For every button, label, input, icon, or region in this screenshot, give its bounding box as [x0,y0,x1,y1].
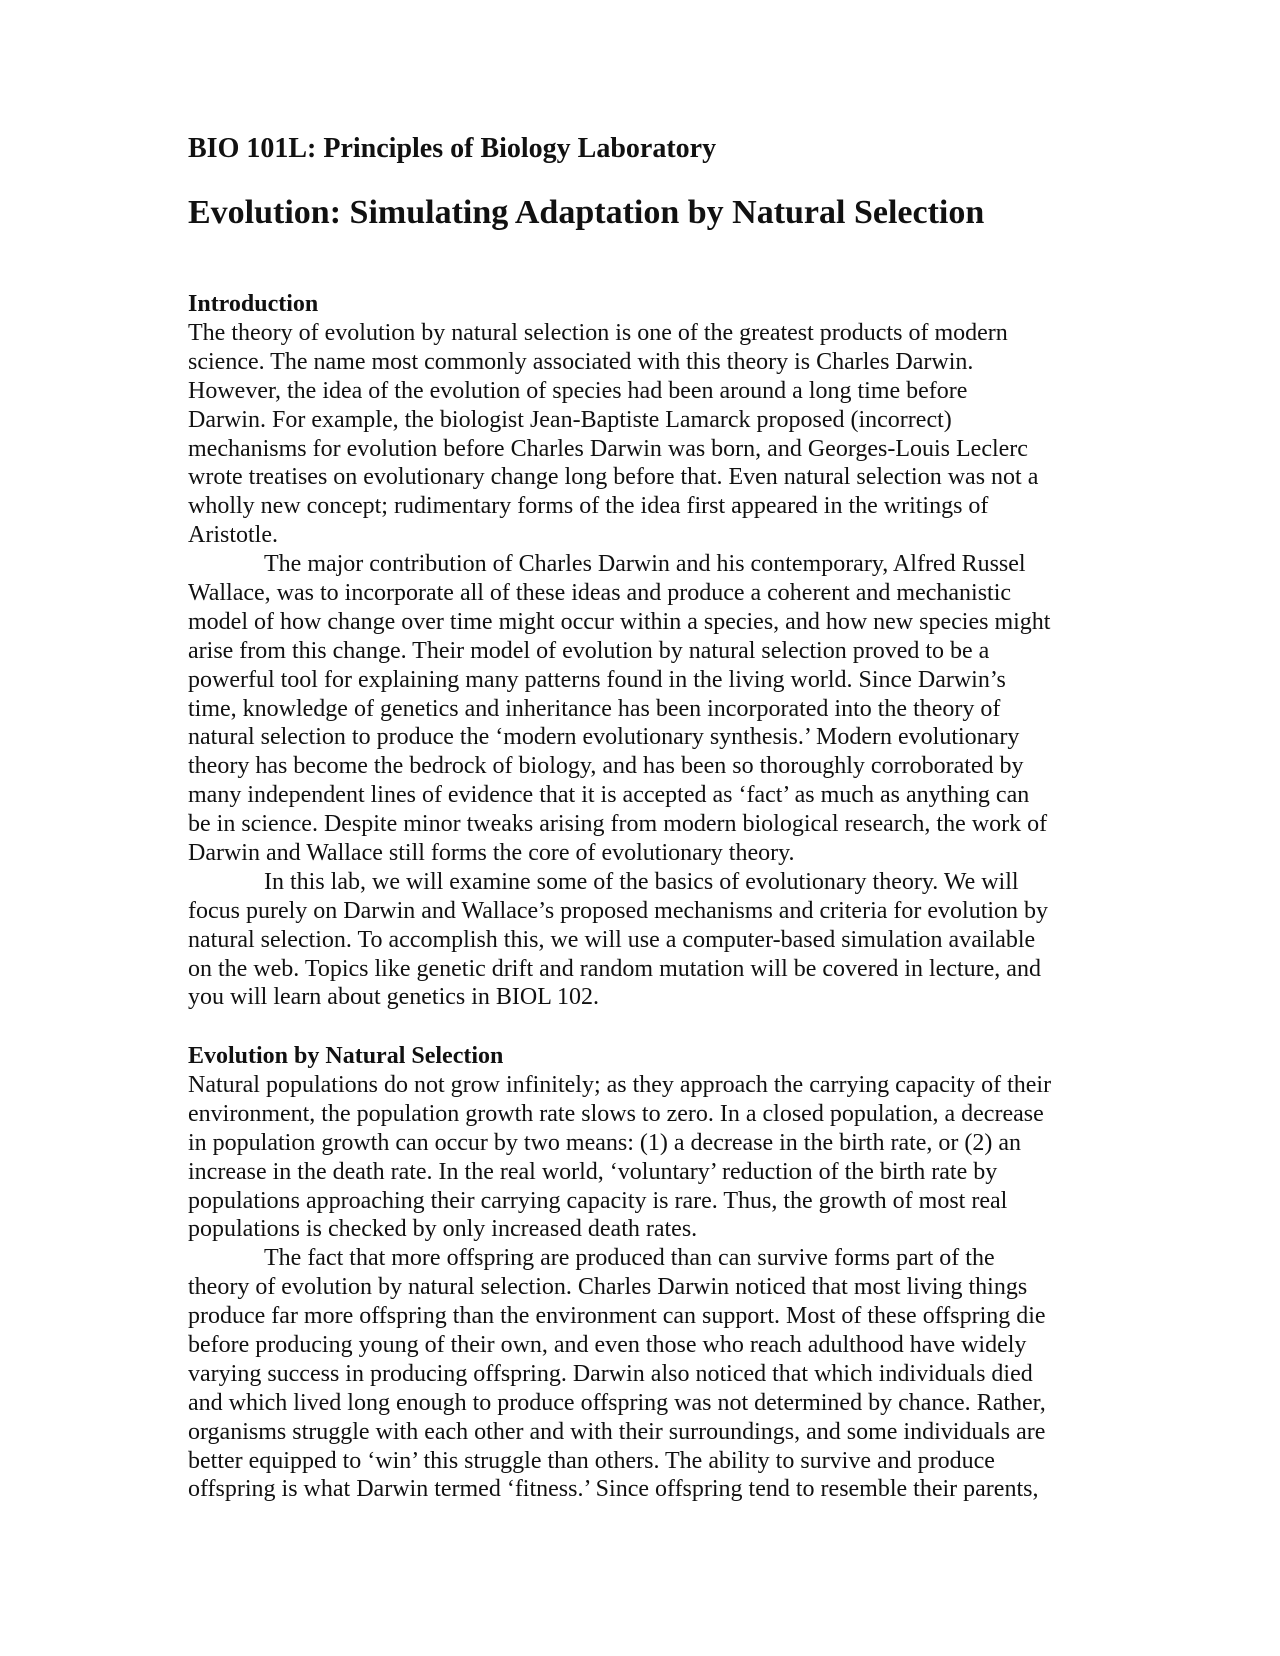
text-line: Wallace, was to incorporate all of these ideas and produce a coherent and mechanistic [188,580,1012,607]
text-line: The fact that more offspring are produced than can survive forms part of the [264,1245,995,1272]
text-line: wholly new concept; rudimentary forms of the idea first appeared in the writings of [188,493,989,520]
text-line: time, knowledge of genetics and inheritance has been incorporated into the theory of [188,695,1001,722]
text-line: The theory of evolution by natural selection is one of the greatest products of modern [188,320,1008,346]
section-heading: Evolution by Natural Selection [188,1043,504,1069]
text-line: arise from this change. Their model of evolution by natural selection proved to be a [188,637,990,664]
text-line: be in science. Despite minor tweaks arising from modern biological research, the work of [188,811,1048,838]
text-line: many independent lines of evidence that it is accepted as ‘fact’ as much as anything can [188,782,1030,809]
text-line: populations is checked by only increased death rates. [188,1216,698,1243]
text-line: environment, the population growth rate slows to zero. In a closed population, a decrease [188,1100,1044,1127]
paragraph [188,1244,1098,1504]
text-line: produce far more offspring than the environment can support. Most of these offspring die [188,1303,1046,1330]
natural-selection-section [188,1042,1098,1504]
text-line: In this lab, we will examine some of the basics of evolutionary theory. We will [264,868,1019,895]
text-line: theory of evolution by natural selection. Charles Darwin noticed that most living things [188,1274,1028,1301]
text-line: before producing young of their own, and even those who reach adulthood have widely [188,1332,1027,1359]
text-line: and which lived long enough to produce offspring was not determined by chance. Rather, [188,1389,1046,1416]
paragraph [188,1071,1098,1244]
text-line: However, the idea of the evolution of species had been around a long time before [188,377,968,404]
text-line: varying success in producing offspring. Darwin also noticed that which individuals died [188,1360,1033,1387]
paragraph [188,550,1098,868]
text-line: in population growth can occur by two means: (1) a decrease in the birth rate, or (2) an [188,1129,1022,1156]
text-line: powerful tool for explaining many patterns found in the living world. Since Darwin’s [188,666,1006,693]
text-line: populations approaching their carrying capacity is rare. Thus, the growth of most real [188,1187,1008,1214]
text-line: focus purely on Darwin and Wallace’s proposed mechanisms and criteria for evolution by [188,897,1049,924]
text-line: offspring is what Darwin termed ‘fitness.’ Since offspring tend to resemble their parents, [188,1476,1039,1503]
paragraph [188,868,1098,1012]
text-line: increase in the death rate. In the real world, ‘voluntary’ reduction of the birth rate by [188,1158,998,1185]
document-title: Evolution: Simulating Adaptation by Natural Selection [188,194,985,231]
text-line: model of how change over time might occur within a species, and how new species might [188,608,1051,635]
introduction-section [188,290,1098,1012]
text-line: The major contribution of Charles Darwin and his contemporary, Alfred Russel [264,551,1026,578]
paragraph [188,319,1098,550]
text-line: natural selection. To accomplish this, we will use a computer-based simulation available [188,926,1036,953]
section-heading: Introduction [188,291,319,317]
text-line: Darwin. For example, the biologist Jean-Baptiste Lamarck proposed (incorrect) [188,406,952,433]
text-line: theory has become the bedrock of biology, and has been so thoroughly corroborated by [188,753,1024,780]
text-line: Aristotle. [188,522,278,549]
text-line: Natural populations do not grow infinitely; as they approach the carrying capacity of their [188,1072,1052,1098]
text-line: you will learn about genetics in BIOL 102. [188,984,600,1011]
text-line: on the web. Topics like genetic drift and random mutation will be covered in lecture, and [188,955,1041,982]
text-line: science. The name most commonly associated with this theory is Charles Darwin. [188,348,974,375]
text-line: natural selection to produce the ‘modern evolutionary synthesis.’ Modern evolutionary [188,724,1020,751]
text-line: Darwin and Wallace still forms the core of evolutionary theory. [188,840,795,867]
text-line: organisms struggle with each other and with their surroundings, and some individuals are [188,1418,1046,1445]
text-line: wrote treatises on evolutionary change long before that. Even natural selection was not a [188,464,1039,491]
course-title: BIO 101L: Principles of Biology Laboratory [188,133,717,164]
text-line: mechanisms for evolution before Charles Darwin was born, and Georges-Louis Leclerc [188,435,1028,462]
text-line: better equipped to ‘win’ this struggle than others. The ability to survive and produce [188,1447,995,1474]
